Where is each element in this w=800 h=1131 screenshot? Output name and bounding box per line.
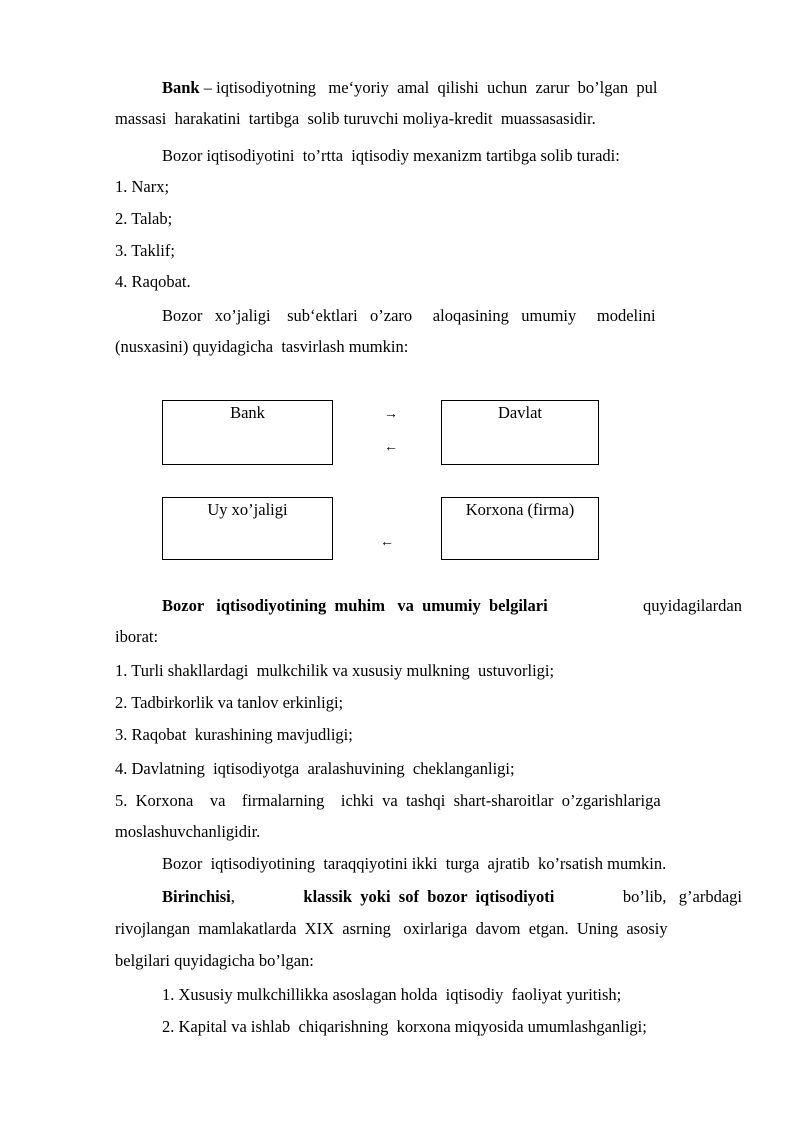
features-heading-bold: Bozor iqtisodiyotining muhim va umumiy belgilari — [162, 596, 548, 615]
model-intro-line-2: (nusxasini) quyidagicha tasvirlash mumkin: — [115, 337, 409, 356]
stages-first-term: klassik yoki sof bozor iqtisodiyoti — [303, 887, 555, 906]
feature-item-2: 2. Tadbirkorlik va tanlov erkinligi; — [115, 693, 344, 712]
mechanism-item-2: 2. Talab; — [115, 209, 173, 228]
stages-first-label: Birinchisi — [162, 887, 231, 906]
box-davlat — [441, 400, 599, 465]
box-uy-xojaligi-label: Uy xo’jaligi — [207, 500, 288, 519]
model-intro-line-1: Bozor xo’jaligi sub‘ektlari o’zaro aloqasining umumiy modelini — [162, 306, 656, 325]
stages-first-line: Birinchisi, klassik yoki sof bozor iqtisodiyoti bo’lib, g’arbdagi — [162, 887, 742, 906]
mechanism-item-1: 1. Narx; — [115, 177, 170, 196]
box-bank — [162, 400, 333, 465]
arrow-left-icon: ← — [384, 440, 398, 455]
mechanism-item-4: 4. Raqobat. — [115, 272, 191, 291]
bank-definition-line-1 — [162, 78, 742, 98]
feature-item-1: 1. Turli shakllardagi mulkchilik va xususiy mulkning ustuvorligi; — [115, 661, 555, 680]
features-heading-rest: quyidagilardan — [643, 596, 742, 615]
arrow-right-icon: → — [384, 407, 398, 422]
stage-feature-item-1: 1. Xususiy mulkchillikka asoslagan holda iqtisodiy faoliyat yuritish; — [162, 985, 622, 1004]
box-korxona-label: Korxona (firma) — [465, 500, 575, 519]
features-heading — [162, 596, 742, 616]
features-heading-line-2: iborat: — [115, 627, 159, 646]
stages-first-rest: bo’lib, g’arbdagi — [622, 887, 742, 906]
feature-item-4: 4. Davlatning iqtisodiyotga aralashuvining cheklanganligi; — [115, 759, 515, 778]
feature-item-3: 3. Raqobat kurashining mavjudligi; — [115, 725, 353, 744]
stage-feature-item-2: 2. Kapital va ishlab chiqarishning korxona miqyosida umumlashganligi; — [162, 1017, 647, 1036]
box-davlat-label: Davlat — [498, 403, 542, 422]
feature-item-5-line-1: 5. Korxona va firmalarning ichki va tashqi shart-sharoitlar o’zgarishlariga — [115, 791, 661, 810]
box-korxona — [441, 497, 599, 560]
box-bank-label: Bank — [230, 403, 265, 422]
arrow-left-icon: ← — [380, 535, 394, 550]
bank-definition-line-2: massasi harakatini tartibga solib turuvchi moliya-kredit muassasasidir. — [115, 109, 596, 128]
bank-term: Bank — [162, 78, 200, 97]
box-uy-xojaligi — [162, 497, 333, 560]
stages-intro: Bozor iqtisodiyotining taraqqiyotini ikki turga ajratib ko’rsatish mumkin. — [162, 854, 667, 873]
stages-line-2: rivojlangan mamlakatlarda XIX asrning oxirlariga davom etgan. Uning asosiy — [115, 919, 668, 938]
bank-definition-text: – iqtisodiyotning me‘yoriy amal qilishi uchun zarur bo’lgan pul — [199, 78, 658, 97]
mechanism-intro: Bozor iqtisodiyotini to’rtta iqtisodiy mexanizm tartibga solib turadi: — [162, 146, 620, 165]
feature-item-5-line-2: moslashuvchanligidir. — [115, 822, 261, 841]
stages-line-3: belgilari quyidagicha bo’lgan: — [115, 951, 314, 970]
mechanism-item-3: 3. Taklif; — [115, 241, 175, 260]
